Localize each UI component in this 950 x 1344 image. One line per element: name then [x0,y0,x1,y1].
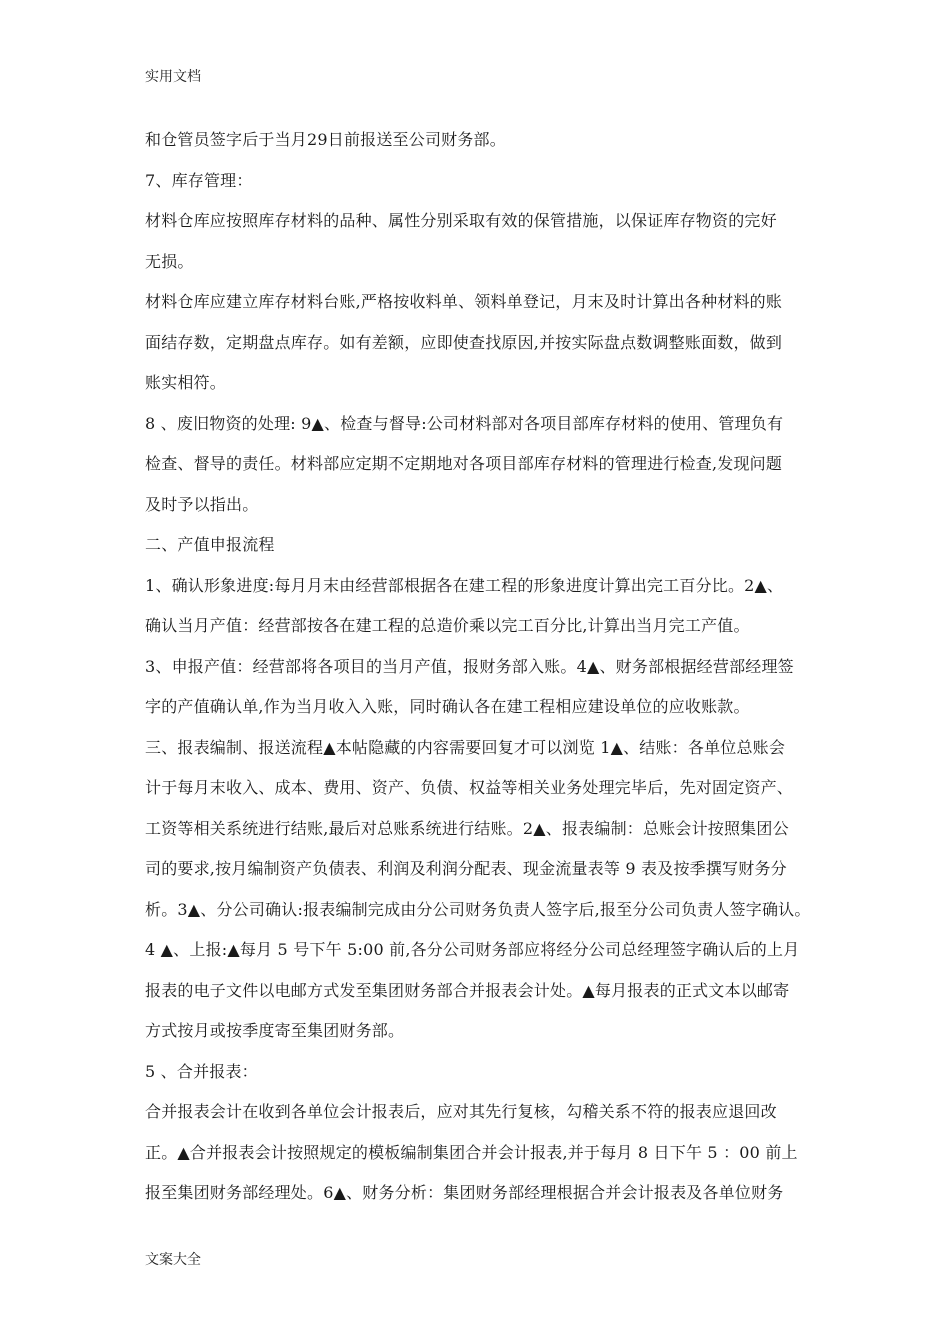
text-line: 材料仓库应按照库存材料的品种、属性分别采取有效的保管措施，以保证库存物资的完好 [145,211,777,230]
text-line: 账实相符。 [145,373,227,392]
text-line: 析。3▲、分公司确认:报表编制完成由分公司财务负责人签字后,报至分公司负责人签字确认。 [145,899,811,919]
document-body [145,126,815,1220]
page-footer: 文案大全 [145,1252,201,1268]
text-line: 5 、合并报表： [145,1061,258,1081]
text-line: 二、产值申报流程 [145,535,275,554]
text-line: 方式按月或按季度寄至集团财务部。 [145,1021,405,1040]
text-line: 确认当月产值：经营部按各在建工程的总造价乘以完工百分比,计算出当月完工产值。 [145,616,750,635]
text-line: 司的要求,按月编制资产负债表、利润及利润分配表、现金流量表等 9 表及按季撰写财务分 [145,859,787,878]
text-line: 工资等相关系统进行结账,最后对总账系统进行结账。2▲、报表编制：总账会计按照集团公 [145,818,789,838]
text-line: 检查、督导的责任。材料部应定期不定期地对各项目部库存材料的管理进行检查,发现问题 [145,454,783,473]
text-line: 8 、废旧物资的处理: 9▲、检查与督导:公司材料部对各项目部库存材料的使用、管理负有 [145,413,784,433]
text-line: 3、申报产值：经营部将各项目的当月产值，报财务部入账。4▲、财务部根据经营部经理签 [145,656,794,676]
text-line: 和仓管员签字后于当月29日前报送至公司财务部。 [145,130,506,149]
text-line: 7、库存管理： [145,170,253,190]
text-line: 面结存数，定期盘点库存。如有差额，应即使查找原因,并按实际盘点数调整账面数，做到 [145,332,783,352]
text-line: 合并报表会计在收到各单位会计报表后，应对其先行复核，勾稽关系不符的报表应退回改 [145,1102,777,1121]
text-line: 1、确认形象进度:每月月末由经营部根据各在建工程的形象进度计算出完工百分比。2▲、 [145,575,784,595]
text-line: 4 ▲、上报:▲每月 5 号下午 5:00 前,各分公司财务部应将经分公司总经理签字确认后的上月 [145,940,800,959]
text-line: 无损。 [145,251,194,271]
text-line: 报至集团财务部经理处。6▲、财务分析：集团财务部经理根据合并会计报表及各单位财务 [145,1183,784,1202]
text-line: 材料仓库应建立库存材料台账,严格按收料单、领料单登记，月末及时计算出各种材料的账 [145,292,783,311]
text-line: 正。▲合并报表会计按照规定的模板编制集团合并会计报表,并于每月 8 日下午 5 ：00 前上 [145,1142,798,1162]
text-line: 及时予以指出。 [145,494,259,514]
text-line: 三、报表编制、报送流程▲本帖隐藏的内容需要回复才可以浏览 1▲、结账：各单位总账会 [145,737,786,757]
page-header: 实用文档 [145,69,201,85]
text-line: 计于每月末收入、成本、费用、资产、负债、权益等相关业务处理完毕后，先对固定资产、 [145,778,794,797]
text-line: 报表的电子文件以电邮方式发至集团财务部合并报表会计处。▲每月报表的正式文本以邮寄 [145,980,790,1000]
text-line: 字的产值确认单,作为当月收入入账，同时确认各在建工程相应建设单位的应收账款。 [145,697,750,716]
